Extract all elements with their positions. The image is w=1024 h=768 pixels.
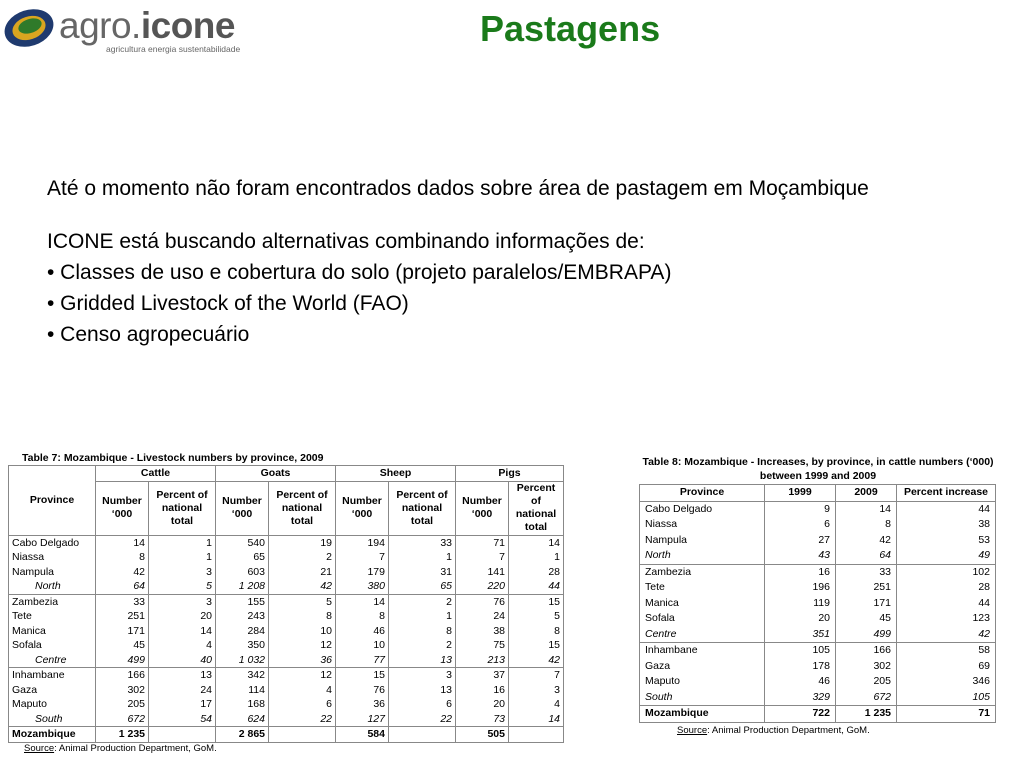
- body-line-2: ICONE está buscando alternativas combinando informações de:: [47, 230, 645, 253]
- total-value-cell: 505: [456, 727, 509, 743]
- value-cell: 13: [389, 653, 456, 668]
- value-cell: 6: [269, 697, 336, 712]
- total-value-cell: 584: [336, 727, 389, 743]
- value-cell: 14: [149, 624, 216, 639]
- value-cell: 12: [269, 668, 336, 683]
- table8: [639, 484, 996, 723]
- total-value-cell: 1 235: [836, 706, 897, 723]
- table7-subheader: Number ‘000: [96, 481, 149, 535]
- total-value-cell: 1 235: [96, 727, 149, 743]
- table-row: [640, 611, 996, 627]
- value-cell: 46: [765, 674, 836, 690]
- value-cell: 141: [456, 565, 509, 580]
- value-cell: 540: [216, 535, 269, 550]
- value-cell: 672: [836, 690, 897, 706]
- province-cell: Inhambane: [9, 668, 96, 683]
- value-cell: 1: [389, 609, 456, 624]
- table-row: [640, 548, 996, 564]
- logo-emblem-icon: [2, 8, 56, 50]
- province-cell: Sofala: [640, 611, 765, 627]
- value-cell: 65: [389, 579, 456, 594]
- value-cell: 178: [765, 659, 836, 675]
- value-cell: 69: [897, 659, 996, 675]
- table-row: [640, 580, 996, 596]
- table-row: [640, 659, 996, 675]
- province-cell: Maputo: [640, 674, 765, 690]
- table-row: [9, 579, 564, 594]
- table7-header-group: Goats: [216, 466, 336, 482]
- value-cell: 1: [509, 550, 564, 565]
- value-cell: 16: [456, 683, 509, 698]
- table7-source-text: : Animal Production Department, GoM.: [54, 742, 217, 754]
- total-value-cell: 722: [765, 706, 836, 723]
- value-cell: 28: [897, 580, 996, 596]
- table-row: [9, 624, 564, 639]
- value-cell: 1: [389, 550, 456, 565]
- total-row: [640, 706, 996, 723]
- value-cell: 171: [836, 596, 897, 612]
- total-value-cell: [389, 727, 456, 743]
- value-cell: 7: [456, 550, 509, 565]
- value-cell: 38: [897, 517, 996, 533]
- value-cell: 36: [269, 653, 336, 668]
- table7-subheader: Number ‘000: [456, 481, 509, 535]
- value-cell: 14: [336, 594, 389, 609]
- table7-subheader: Percent of national total: [389, 481, 456, 535]
- value-cell: 499: [836, 627, 897, 643]
- value-cell: 42: [509, 653, 564, 668]
- value-cell: 3: [509, 683, 564, 698]
- value-cell: 205: [96, 697, 149, 712]
- value-cell: 22: [389, 712, 456, 727]
- table8-header: Percent increase: [897, 485, 996, 502]
- province-cell: North: [640, 548, 765, 564]
- value-cell: 168: [216, 697, 269, 712]
- province-cell: Nampula: [9, 565, 96, 580]
- value-cell: 42: [269, 579, 336, 594]
- table-row: [640, 564, 996, 580]
- value-cell: 65: [216, 550, 269, 565]
- value-cell: 7: [509, 668, 564, 683]
- table-row: [9, 697, 564, 712]
- total-label-cell: Mozambique: [640, 706, 765, 723]
- table8-source: [677, 725, 1004, 736]
- table8-source-label: Source: [677, 724, 708, 736]
- value-cell: 2: [389, 594, 456, 609]
- value-cell: 155: [216, 594, 269, 609]
- table7-body: [9, 535, 564, 742]
- table-row: [9, 609, 564, 624]
- value-cell: 4: [509, 697, 564, 712]
- value-cell: 1: [149, 550, 216, 565]
- value-cell: 179: [336, 565, 389, 580]
- value-cell: 1: [149, 535, 216, 550]
- total-value-cell: [269, 727, 336, 743]
- table7-header-province: Province: [9, 466, 96, 536]
- value-cell: 105: [765, 643, 836, 659]
- value-cell: 42: [96, 565, 149, 580]
- value-cell: 350: [216, 638, 269, 653]
- table-row: [640, 627, 996, 643]
- value-cell: 14: [836, 501, 897, 517]
- value-cell: 15: [509, 638, 564, 653]
- value-cell: 243: [216, 609, 269, 624]
- value-cell: 58: [897, 643, 996, 659]
- value-cell: 603: [216, 565, 269, 580]
- province-cell: Centre: [9, 653, 96, 668]
- table7-subheader: Percent of national total: [149, 481, 216, 535]
- value-cell: 44: [897, 596, 996, 612]
- value-cell: 4: [269, 683, 336, 698]
- value-cell: 33: [389, 535, 456, 550]
- province-cell: Zambezia: [640, 564, 765, 580]
- value-cell: 38: [456, 624, 509, 639]
- table-row: [640, 533, 996, 549]
- table-row: [9, 683, 564, 698]
- body-line-1: Até o momento não foram encontrados dados sobre área de pastagem em Moçambique: [47, 177, 869, 200]
- value-cell: 213: [456, 653, 509, 668]
- table-row: [9, 535, 564, 550]
- value-cell: 1 032: [216, 653, 269, 668]
- value-cell: 5: [149, 579, 216, 594]
- province-cell: Niassa: [9, 550, 96, 565]
- province-cell: Cabo Delgado: [9, 535, 96, 550]
- value-cell: 123: [897, 611, 996, 627]
- value-cell: 380: [336, 579, 389, 594]
- value-cell: 14: [96, 535, 149, 550]
- value-cell: 9: [765, 501, 836, 517]
- value-cell: 127: [336, 712, 389, 727]
- table-row: [640, 643, 996, 659]
- value-cell: 14: [509, 535, 564, 550]
- value-cell: 251: [96, 609, 149, 624]
- table8-caption: [632, 455, 1004, 483]
- table7-subheader: Percent of national total: [269, 481, 336, 535]
- province-cell: Niassa: [640, 517, 765, 533]
- table-row: [9, 550, 564, 565]
- value-cell: 45: [96, 638, 149, 653]
- table-row: [9, 594, 564, 609]
- value-cell: 3: [149, 565, 216, 580]
- value-cell: 14: [509, 712, 564, 727]
- value-cell: 75: [456, 638, 509, 653]
- value-cell: 16: [765, 564, 836, 580]
- value-cell: 3: [149, 594, 216, 609]
- table8-source-text: : Animal Production Department, GoM.: [707, 724, 870, 736]
- value-cell: 114: [216, 683, 269, 698]
- value-cell: 672: [96, 712, 149, 727]
- value-cell: 15: [336, 668, 389, 683]
- value-cell: 1 208: [216, 579, 269, 594]
- value-cell: 284: [216, 624, 269, 639]
- province-cell: South: [640, 690, 765, 706]
- bullet-item: • Classes de uso e cobertura do solo (projeto paralelos/EMBRAPA): [47, 261, 672, 284]
- value-cell: 8: [389, 624, 456, 639]
- total-value-cell: [149, 727, 216, 743]
- logo-wordmark-agro: agro.: [59, 5, 141, 46]
- value-cell: 351: [765, 627, 836, 643]
- province-cell: Centre: [640, 627, 765, 643]
- value-cell: 19: [269, 535, 336, 550]
- value-cell: 33: [836, 564, 897, 580]
- value-cell: 33: [96, 594, 149, 609]
- value-cell: 624: [216, 712, 269, 727]
- value-cell: 17: [149, 697, 216, 712]
- value-cell: 220: [456, 579, 509, 594]
- value-cell: 6: [765, 517, 836, 533]
- agro-icone-logo: [2, 5, 252, 54]
- value-cell: 13: [389, 683, 456, 698]
- value-cell: 24: [149, 683, 216, 698]
- table7: [8, 465, 564, 743]
- table-row: [640, 501, 996, 517]
- table7-source-label: Source: [24, 742, 55, 754]
- province-cell: Nampula: [640, 533, 765, 549]
- province-cell: Maputo: [9, 697, 96, 712]
- value-cell: 45: [836, 611, 897, 627]
- value-cell: 205: [836, 674, 897, 690]
- value-cell: 499: [96, 653, 149, 668]
- bullet-item: • Censo agropecuário: [47, 323, 250, 346]
- value-cell: 20: [456, 697, 509, 712]
- body-text: [47, 173, 869, 350]
- value-cell: 196: [765, 580, 836, 596]
- province-cell: Manica: [640, 596, 765, 612]
- value-cell: 40: [149, 653, 216, 668]
- value-cell: 119: [765, 596, 836, 612]
- value-cell: 166: [836, 643, 897, 659]
- value-cell: 44: [897, 501, 996, 517]
- total-label-cell: Mozambique: [9, 727, 96, 743]
- table-row: [640, 674, 996, 690]
- value-cell: 12: [269, 638, 336, 653]
- logo-tagline: agricultura energia sustentabilidade: [106, 44, 241, 54]
- table-row: [640, 596, 996, 612]
- table7-subheader: Percent of national total: [509, 481, 564, 535]
- value-cell: 73: [456, 712, 509, 727]
- value-cell: 44: [509, 579, 564, 594]
- value-cell: 13: [149, 668, 216, 683]
- table8-container: [632, 455, 1004, 736]
- province-cell: Zambezia: [9, 594, 96, 609]
- value-cell: 8: [269, 609, 336, 624]
- value-cell: 8: [336, 609, 389, 624]
- table-row: [9, 712, 564, 727]
- value-cell: 15: [509, 594, 564, 609]
- province-cell: Tete: [640, 580, 765, 596]
- value-cell: 22: [269, 712, 336, 727]
- value-cell: 27: [765, 533, 836, 549]
- value-cell: 6: [389, 697, 456, 712]
- value-cell: 8: [96, 550, 149, 565]
- table8-header: 2009: [836, 485, 897, 502]
- value-cell: 4: [149, 638, 216, 653]
- value-cell: 2: [269, 550, 336, 565]
- value-cell: 7: [336, 550, 389, 565]
- value-cell: 171: [96, 624, 149, 639]
- value-cell: 36: [336, 697, 389, 712]
- table7-header-group: Pigs: [456, 466, 564, 482]
- logo-wordmark: [59, 6, 235, 46]
- value-cell: 20: [149, 609, 216, 624]
- province-cell: Tete: [9, 609, 96, 624]
- bullet-item: • Gridded Livestock of the World (FAO): [47, 292, 409, 315]
- value-cell: 31: [389, 565, 456, 580]
- value-cell: 302: [836, 659, 897, 675]
- table8-caption-line2: between 1999 and 2009: [759, 470, 877, 482]
- value-cell: 5: [269, 594, 336, 609]
- table-row: [9, 668, 564, 683]
- value-cell: 76: [456, 594, 509, 609]
- province-cell: Cabo Delgado: [640, 501, 765, 517]
- table-row: [640, 690, 996, 706]
- value-cell: 251: [836, 580, 897, 596]
- province-cell: Inhambane: [640, 643, 765, 659]
- province-cell: Manica: [9, 624, 96, 639]
- table7-container: [8, 452, 564, 754]
- value-cell: 54: [149, 712, 216, 727]
- value-cell: 76: [336, 683, 389, 698]
- total-value-cell: 71: [897, 706, 996, 723]
- table7-source: [24, 743, 564, 754]
- value-cell: 8: [509, 624, 564, 639]
- value-cell: 28: [509, 565, 564, 580]
- value-cell: 42: [897, 627, 996, 643]
- value-cell: 37: [456, 668, 509, 683]
- value-cell: 302: [96, 683, 149, 698]
- table7-header-group: Cattle: [96, 466, 216, 482]
- value-cell: 53: [897, 533, 996, 549]
- table7-subheader: Number ‘000: [216, 481, 269, 535]
- value-cell: 71: [456, 535, 509, 550]
- table-row: [9, 638, 564, 653]
- value-cell: 64: [836, 548, 897, 564]
- table-row: [9, 565, 564, 580]
- table-row: [9, 653, 564, 668]
- total-row: [9, 727, 564, 743]
- total-value-cell: [509, 727, 564, 743]
- value-cell: 105: [897, 690, 996, 706]
- total-value-cell: 2 865: [216, 727, 269, 743]
- table7-caption: Table 7: Mozambique - Livestock numbers by province, 2009: [22, 452, 324, 464]
- value-cell: 8: [836, 517, 897, 533]
- value-cell: 102: [897, 564, 996, 580]
- value-cell: 21: [269, 565, 336, 580]
- logo-wordmark-icone: icone: [140, 5, 235, 46]
- value-cell: 43: [765, 548, 836, 564]
- value-cell: 20: [765, 611, 836, 627]
- table8-header: Province: [640, 485, 765, 502]
- table8-caption-line1: Table 8: Mozambique - Increases, by province, in cattle numbers (‘000): [642, 456, 994, 468]
- page-title: Pastagens: [480, 8, 661, 49]
- table7-subheader: Number ‘000: [336, 481, 389, 535]
- province-cell: Gaza: [9, 683, 96, 698]
- value-cell: 3: [389, 668, 456, 683]
- value-cell: 64: [96, 579, 149, 594]
- value-cell: 24: [456, 609, 509, 624]
- value-cell: 342: [216, 668, 269, 683]
- value-cell: 77: [336, 653, 389, 668]
- value-cell: 2: [389, 638, 456, 653]
- table7-header-group: Sheep: [336, 466, 456, 482]
- value-cell: 346: [897, 674, 996, 690]
- province-cell: Gaza: [640, 659, 765, 675]
- value-cell: 166: [96, 668, 149, 683]
- value-cell: 194: [336, 535, 389, 550]
- table-row: [640, 517, 996, 533]
- value-cell: 329: [765, 690, 836, 706]
- table8-body: [640, 501, 996, 722]
- province-cell: North: [9, 579, 96, 594]
- value-cell: 42: [836, 533, 897, 549]
- value-cell: 46: [336, 624, 389, 639]
- value-cell: 10: [269, 624, 336, 639]
- province-cell: Sofala: [9, 638, 96, 653]
- value-cell: 49: [897, 548, 996, 564]
- province-cell: South: [9, 712, 96, 727]
- table8-header: 1999: [765, 485, 836, 502]
- value-cell: 10: [336, 638, 389, 653]
- value-cell: 5: [509, 609, 564, 624]
